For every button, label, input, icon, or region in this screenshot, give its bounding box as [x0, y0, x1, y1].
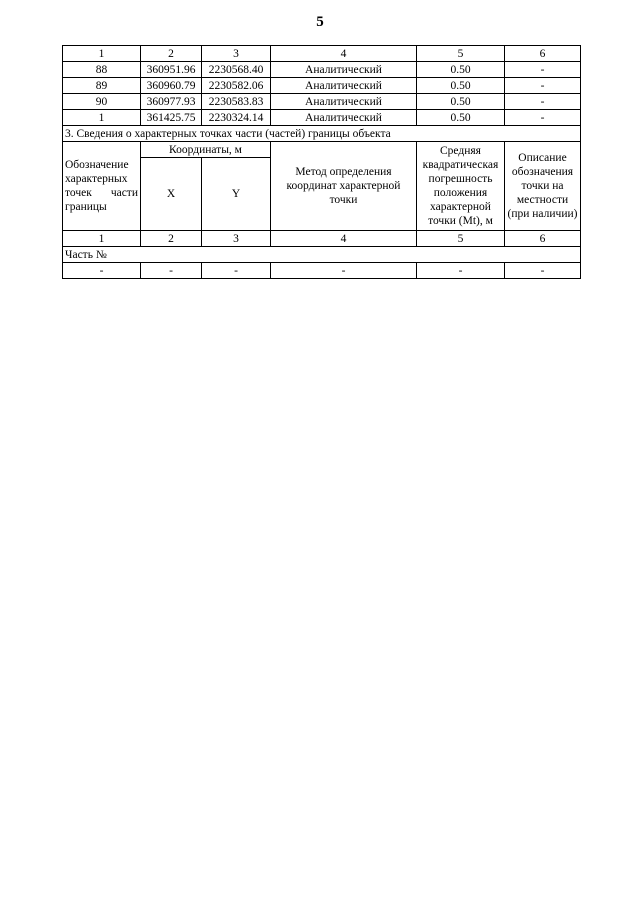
- method-cell: Аналитический: [271, 78, 417, 94]
- part-label: Часть №: [63, 247, 581, 263]
- table-row: [63, 62, 581, 78]
- x-header: X: [141, 158, 202, 231]
- x-cell: 360960.79: [141, 78, 202, 94]
- y-cell: 2230324.14: [202, 110, 271, 126]
- x-cell: -: [141, 263, 202, 279]
- header-row: [63, 142, 581, 158]
- column-numbers-row: [63, 46, 581, 62]
- page-number: 5: [316, 14, 324, 30]
- y-cell: 2230583.83: [202, 94, 271, 110]
- error-cell: 0.50: [417, 78, 505, 94]
- method-cell: Аналитический: [271, 62, 417, 78]
- table-row: [63, 94, 581, 110]
- boundary-points-table: [62, 45, 581, 279]
- method-header: Метод определения координат характерной точки: [271, 142, 417, 231]
- column-number: 6: [505, 46, 581, 62]
- error-cell: 0.50: [417, 62, 505, 78]
- column-number: 2: [141, 231, 202, 247]
- section-title-row: [63, 126, 581, 142]
- column-number: 4: [271, 231, 417, 247]
- point-designation-label: Обозначение характерных точек части границы: [65, 159, 138, 213]
- table-row: [63, 263, 581, 279]
- point-cell: 88: [63, 62, 141, 78]
- column-numbers-row: [63, 231, 581, 247]
- error-cell: 0.50: [417, 110, 505, 126]
- x-cell: 360951.96: [141, 62, 202, 78]
- description-cell: -: [505, 78, 581, 94]
- point-cell: -: [63, 263, 141, 279]
- point-cell: 90: [63, 94, 141, 110]
- method-cell: Аналитический: [271, 94, 417, 110]
- table-row: [63, 110, 581, 126]
- coordinates-header: Координаты, м: [141, 142, 271, 158]
- column-number: 1: [63, 231, 141, 247]
- description-cell: -: [505, 94, 581, 110]
- method-cell: Аналитический: [271, 110, 417, 126]
- column-number: 5: [417, 231, 505, 247]
- method-cell: -: [271, 263, 417, 279]
- y-cell: 2230582.06: [202, 78, 271, 94]
- part-row: [63, 247, 581, 263]
- section-title: 3. Сведения о характерных точках части (частей) границы объекта: [63, 126, 581, 142]
- point-designation-header: [63, 142, 141, 231]
- column-number: 3: [202, 46, 271, 62]
- x-cell: 361425.75: [141, 110, 202, 126]
- column-number: 6: [505, 231, 581, 247]
- description-cell: -: [505, 110, 581, 126]
- point-cell: 89: [63, 78, 141, 94]
- description-cell: -: [505, 263, 581, 279]
- y-header: Y: [202, 158, 271, 231]
- error-header: Средняя квадратическая погрешность положения характерной точки (Mt), м: [417, 142, 505, 231]
- description-header: Описание обозначения точки на местности (при наличии): [505, 142, 581, 231]
- error-cell: 0.50: [417, 94, 505, 110]
- y-cell: -: [202, 263, 271, 279]
- error-cell: -: [417, 263, 505, 279]
- column-number: 1: [63, 46, 141, 62]
- column-number: 3: [202, 231, 271, 247]
- point-cell: 1: [63, 110, 141, 126]
- x-cell: 360977.93: [141, 94, 202, 110]
- column-number: 4: [271, 46, 417, 62]
- column-number: 5: [417, 46, 505, 62]
- column-number: 2: [141, 46, 202, 62]
- description-cell: -: [505, 62, 581, 78]
- y-cell: 2230568.40: [202, 62, 271, 78]
- table-row: [63, 78, 581, 94]
